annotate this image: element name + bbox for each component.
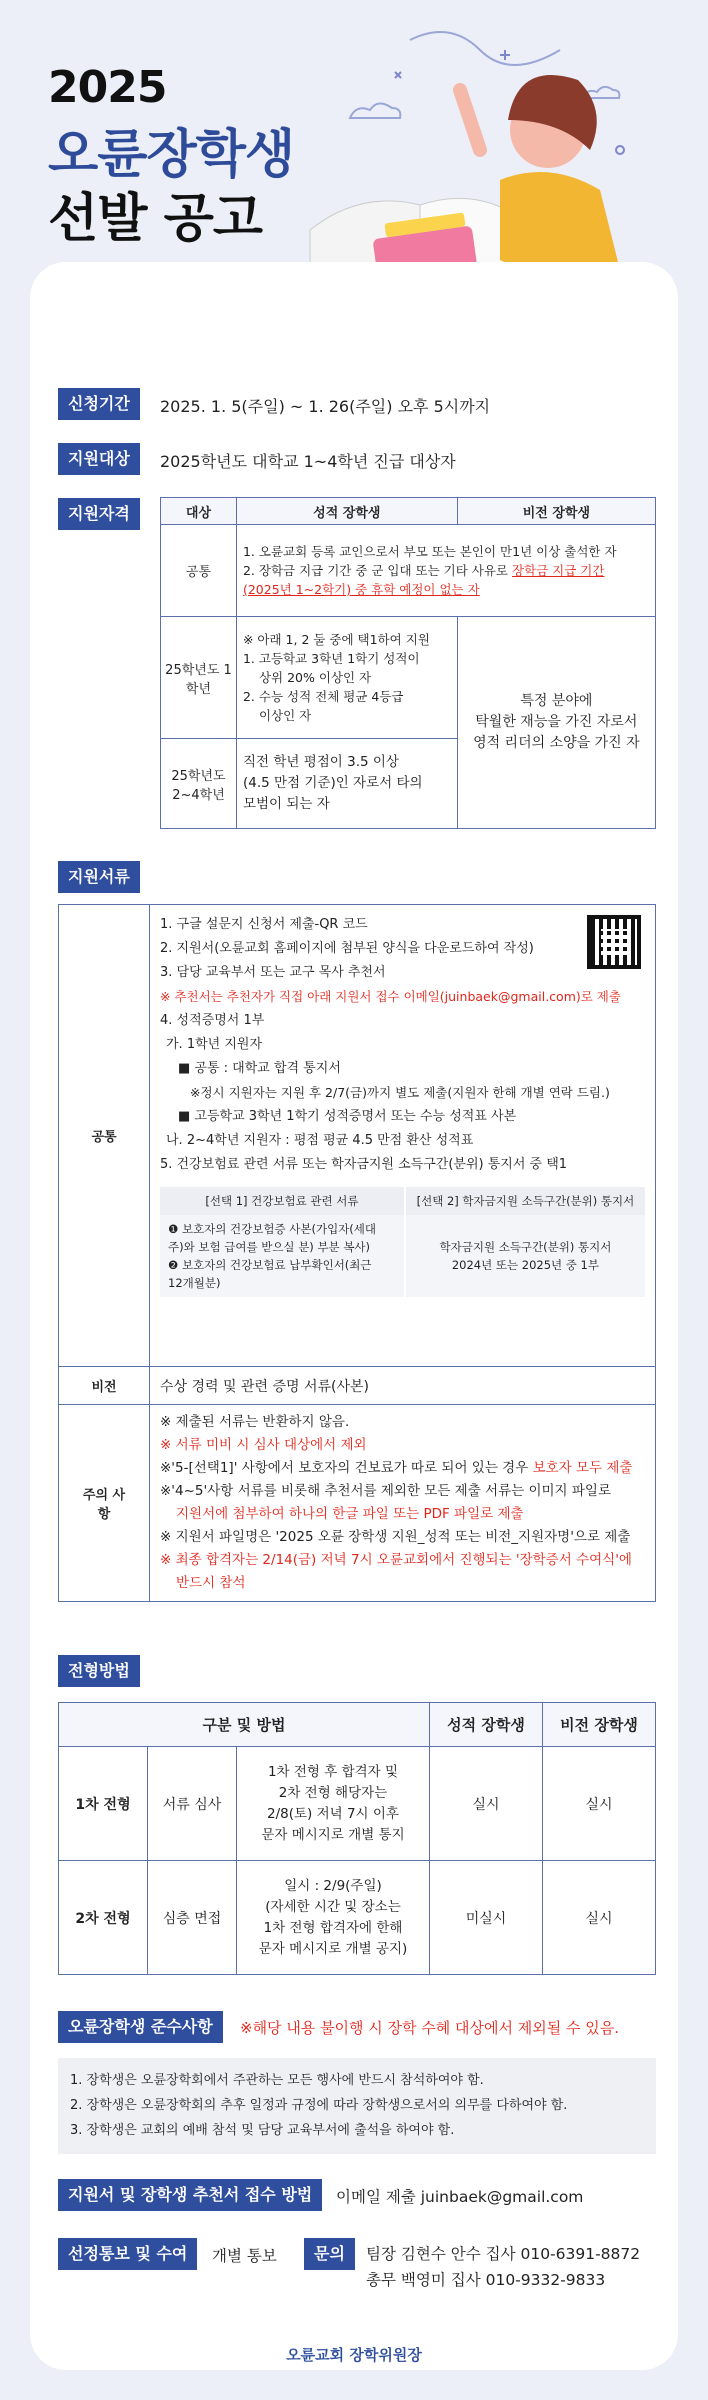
target-label: 지원대상 [58,443,140,475]
contact-line-2: 총무 백영미 집사 010-9332-9833 [366,2271,606,2289]
hero-illustration [0,0,708,300]
rules-label: 오륜장학생 준수사항 [58,2011,223,2043]
notice-value: 개별 통보 [212,2247,277,2265]
rules-warning: ※해당 내용 불이행 시 장학 수혜 대상에서 제외될 수 있음. [240,2019,620,2037]
caution-5: ※ 지원서 파일명은 '2025 오륜 장학생 지원_성적 또는 비전_지원자명'으로 제출 [160,1529,631,1545]
docs-line-6: 가. 1학년 지원자 [166,1037,263,1052]
target-value: 2025학년도 대학교 1~4학년 진급 대상자 [160,452,456,471]
docs-vision-value: 수상 경력 및 관련 증명 서류(사본) [150,1367,656,1405]
method-r1-desc: 1차 전형 후 합격자 및 2차 전형 해당자는 2/8(토) 저녁 7시 이후 문자 메시지로 개별 통지 [237,1747,430,1861]
submit-label: 지원서 및 장학생 추천서 접수 방법 [58,2179,322,2211]
docs-line-1: 1. 구글 설문지 신청서 제출-QR 코드 [160,917,368,932]
method-table [58,1702,656,1975]
option-2-body: 학자금지원 소득구간(분위) 통지서 2024년 또는 2025년 중 1부 [405,1215,645,1297]
qual-header-vision: 비전 장학생 [457,498,655,525]
qualification-label: 지원자격 [58,498,140,530]
documents-label: 지원서류 [58,861,140,893]
method-r2-desc: 일시 : 2/9(주일) (자세한 시간 및 장소는 1차 전형 합격자에 한해 문자 메시지로 개별 공지) [237,1861,430,1975]
caution-6b: 반드시 참석 [176,1575,246,1591]
documents-table [58,904,656,1602]
method-r1-stage: 1차 전형 [59,1747,148,1861]
method-r1-grade: 실시 [430,1747,543,1861]
method-r2-stage: 2차 전형 [59,1861,148,1975]
qual-common-label: 공통 [161,525,237,617]
rule-2: 2. 장학생은 오륜장학회의 추후 일정과 규정에 따라 장학생으로서의 의무를 다하여야 함. [70,2098,568,2113]
option-2-header: [선택 2] 학자금지원 소득구간(분위) 통지서 [405,1187,645,1215]
qualification-table [160,497,656,829]
caution-3: ※'5-[선택1]' 사항에서 보호자의 건보료가 따로 되어 있는 경우 보호자 모두 제출 [160,1460,633,1476]
qual-first-cell: ※ 아래 1, 2 둘 중에 택1하여 지원 1. 고등학교 3학년 1학기 성적이 상위 20% 이상인 자 2. 수능 성적 전체 평균 4등급 이상인 자 [236,617,457,739]
hero-title: 오륜장학생 [48,125,295,185]
docs-line-7: ■ 공통 : 대학교 합격 통지서 [178,1061,341,1076]
period-value: 2025. 1. 5(주일) ~ 1. 26(주일) 오후 5시까지 [160,397,491,416]
notice-label: 선정통보 및 수여 [58,2238,197,2270]
docs-line-5: 4. 성적증명서 1부 [160,1013,265,1028]
option-1-header: [선택 1] 건강보험료 관련 서류 [160,1187,405,1215]
caution-2: ※ 서류 미비 시 심사 대상에서 제외 [160,1437,367,1453]
qual-common-cell [236,525,655,617]
submit-value[interactable]: 이메일 제출 juinbaek@gmail.com [336,2188,584,2206]
contact-label: 문의 [304,2238,355,2270]
rule-3: 3. 장학생은 교회의 예배 참석 및 담당 교육부서에 출석을 하여야 함. [70,2123,455,2138]
docs-line-3: 3. 담당 교육부서 또는 교구 목사 추천서 [160,965,386,980]
contact-line-1: 팀장 김현수 안수 집사 010-6391-8872 [366,2245,641,2263]
caution-label: 주의 사항 [59,1405,150,1602]
qual-header-grade: 성적 장학생 [236,498,457,525]
caution-cell [150,1405,656,1602]
rule-1: 1. 장학생은 오륜장학회에서 주관하는 모든 행사에 반드시 참석하여야 함. [70,2073,484,2088]
caution-1: ※ 제출된 서류는 반환하지 않음. [160,1414,350,1430]
method-r1-type: 서류 심사 [148,1747,237,1861]
docs-line-10: 나. 2~4학년 지원자 : 평점 평균 4.5 만점 환산 성적표 [166,1133,474,1148]
hero-subtitle: 선발 공고 [48,189,263,249]
qual-common-1: 1. 오륜교회 등록 교인으로서 부모 또는 본인이 만1년 이상 출석한 자 [242,544,617,559]
qual-upper-label: 25학년도 2~4학년 [161,739,237,829]
qr-code-icon[interactable] [587,915,641,969]
qual-first-label: 25학년도 1학년 [161,617,237,739]
method-r2-grade: 미실시 [430,1861,543,1975]
qual-header-target: 대상 [161,498,237,525]
docs-line-4: ※ 추천서는 추천자가 직접 아래 지원서 접수 이메일(juinbaek@gmail.com)로 제출 [160,989,621,1004]
qual-common-3: (2025년 1~2학기) 중 휴학 예정이 없는 자 [242,582,480,597]
method-label: 전형방법 [58,1655,140,1687]
qual-common-2: 2. 장학금 지급 기간 중 군 입대 또는 기타 사유로 장학금 지급 기간 [242,563,605,578]
docs-line-2: 2. 지원서(오륜교회 홈페이지에 첨부된 양식을 다운로드하여 작성) [160,941,534,956]
docs-line-8: ※정시 지원자는 지원 후 2/7(금)까지 별도 제출(지원자 한해 개별 연락 드림.) [190,1085,610,1100]
docs-vision-label: 비전 [59,1367,150,1405]
docs-common-cell [150,905,656,1367]
caution-4b: 지원서에 첨부하여 하나의 한글 파일 또는 PDF 파일로 제출 [176,1506,524,1522]
hero-banner [0,0,708,290]
qual-vision-cell: 특정 분야에 탁월한 재능을 가진 자로서 영적 리더의 소양을 가진 자 [457,617,655,829]
period-label: 신청기간 [58,388,140,420]
option-1-body: ❶ 보호자의 건강보험증 사본(가입자(세대 주)와 보험 급여를 받으실 분) 부분 복사) ❷ 보호자의 건강보험료 납부확인서(최근 12개월분) [160,1215,405,1297]
docs-common-label: 공통 [59,905,150,1367]
method-r2-vision: 실시 [543,1861,656,1975]
caution-6: ※ 최종 합격자는 2/14(금) 저녁 7시 오륜교회에서 진행되는 '장학증서 수여식'에 [160,1552,632,1568]
caution-4: ※'4~5'사항 서류를 비롯해 추천서를 제외한 모든 제출 서류는 이미지 파일로 [160,1483,611,1499]
rules-box [58,2058,656,2154]
method-header-1: 성적 장학생 [430,1703,543,1747]
docs-line-11: 5. 건강보험료 관련 서류 또는 학자금지원 소득구간(분위) 통지서 중 택1 [160,1157,568,1172]
method-header-0: 구분 및 방법 [59,1703,430,1747]
method-r1-vision: 실시 [543,1747,656,1861]
footer-signature: 오륜교회 장학위원장 [286,2346,422,2364]
qual-upper-cell: 직전 학년 평점이 3.5 이상 (4.5 만점 기준)인 자로서 타의 모범이 되는 자 [236,739,457,829]
method-r2-type: 심층 면접 [148,1861,237,1975]
docs-options-table [160,1187,645,1297]
docs-line-9: ■ 고등학교 3학년 1학기 성적증명서 또는 수능 성적표 사본 [178,1109,517,1124]
hero-year: 2025 [48,62,167,113]
method-header-2: 비전 장학생 [543,1703,656,1747]
